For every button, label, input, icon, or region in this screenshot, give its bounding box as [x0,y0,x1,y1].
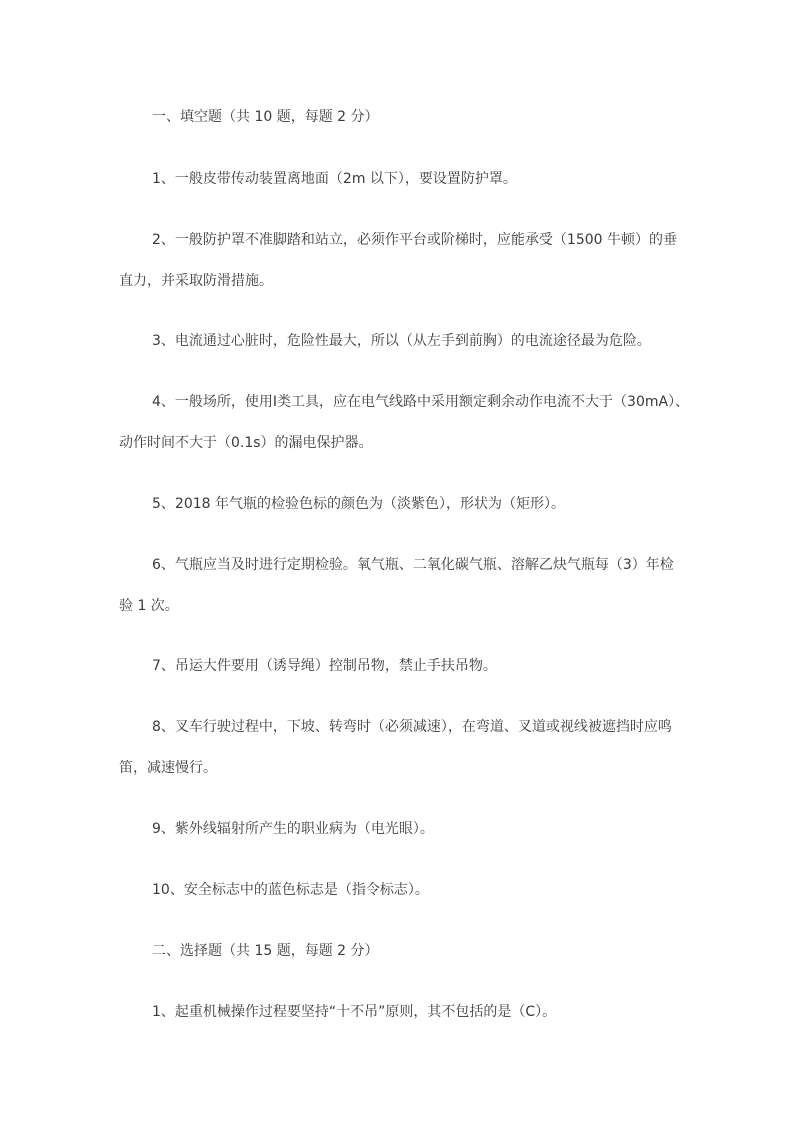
question-8-line-1: 8、叉车行驶过程中，下坡、转弯时（必须减速），在弯道、叉道或视线被遮挡时应鸣 [152,719,672,735]
question-2-line-1: 2、一般防护罩不准脚踏和站立，必须作平台或阶梯时，应能承受（1500 牛顿）的垂 [152,232,677,248]
question-4-line-2: 动作时间不大于（0.1s）的漏电保护器。 [119,435,373,451]
question-8-line-2: 笛，减速慢行。 [119,760,217,776]
question-3: 3、电流通过心脏时，危险性最大，所以（从左手到前胸）的电流途径最为危险。 [152,333,651,349]
question-10: 10、安全标志中的蓝色标志是（指令标志）。 [152,882,429,898]
question-9: 9、紫外线辐射所产生的职业病为（电光眼）。 [152,821,434,837]
question-6-line-1: 6、气瓶应当及时进行定期检验。氧气瓶、二氧化碳气瓶、溶解乙炔气瓶每（3）年检 [152,557,674,573]
choice-question-1: 1、起重机械操作过程要坚持“十不吊”原则，其不包括的是（C）。 [152,1004,557,1020]
question-2-line-2: 直力，并采取防滑措施。 [119,273,273,289]
question-5: 5、2018 年气瓶的检验色标的颜色为（淡紫色），形状为（矩形）。 [152,496,565,512]
section-heading-multiple-choice: 二、选择题（共 15 题，每题 2 分） [152,943,379,959]
question-6-line-2: 验 1 次。 [119,598,179,614]
question-7: 7、吊运大件要用（诱导绳）控制吊物，禁止手扶吊物。 [152,658,497,674]
question-1: 1、一般皮带传动装置离地面（2m 以下），要设置防护罩。 [152,171,517,187]
section-heading-fill-in: 一、填空题（共 10 题，每题 2 分） [152,109,379,125]
question-4-line-1: 4、一般场所，使用Ⅰ类工具，应在电气线路中采用额定剩余动作电流不大于（30mA）、 [152,394,690,410]
